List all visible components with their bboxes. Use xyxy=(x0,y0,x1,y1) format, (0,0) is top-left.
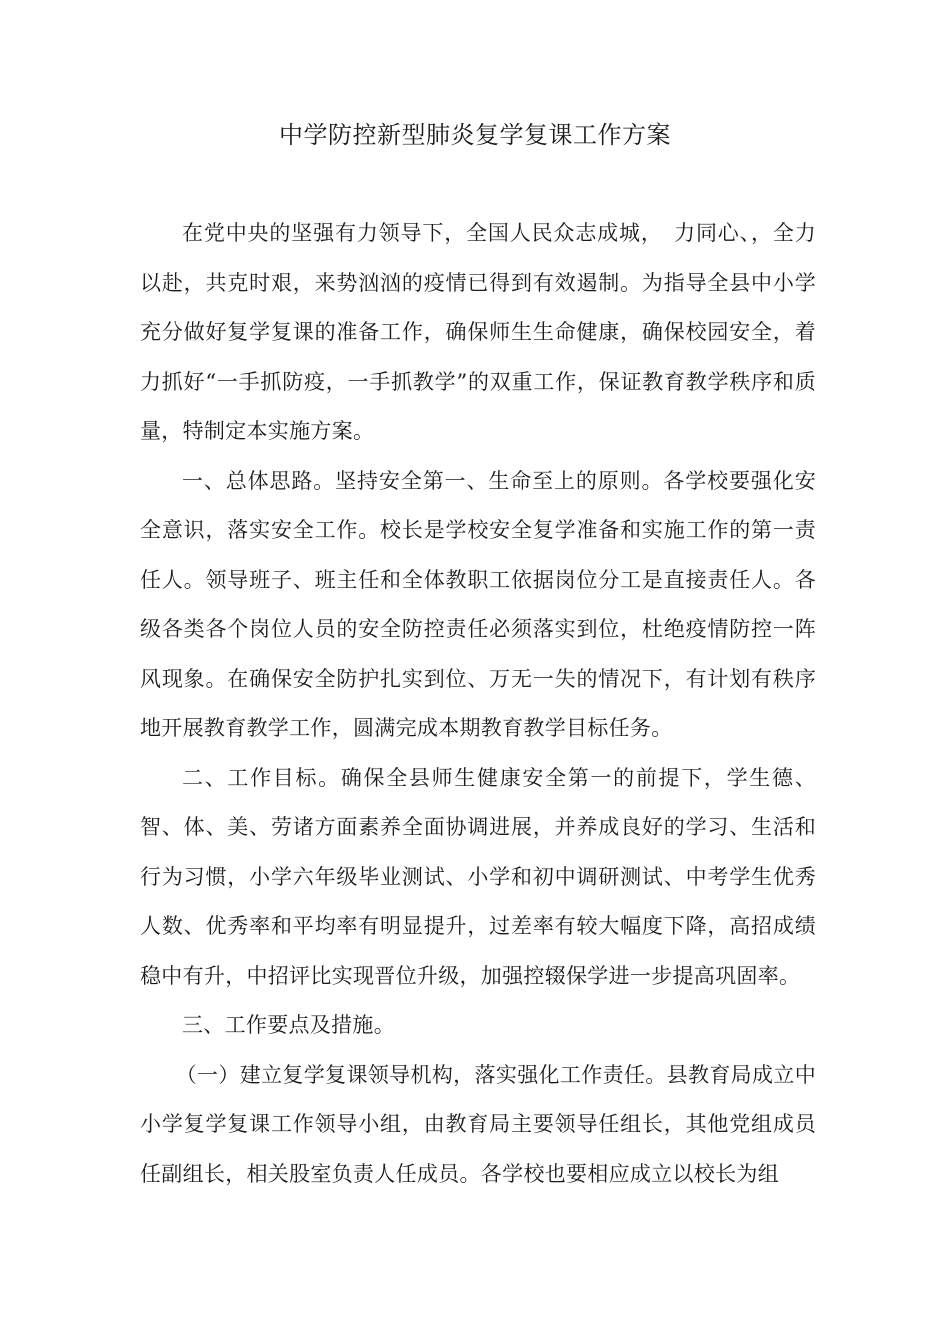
document-body xyxy=(140,209,816,1199)
section-3-heading: 三、工作要点及措施。 xyxy=(182,1013,395,1037)
intro-paragraph: 在党中央的坚强有力领导下，全国人民众志成城， 力同心、，全力以赴，共克时艰，来势汹汹的疫情已得到有效遏制。为指导全县中小学充分做好复学复课的准备工作，确保师生生命健康，确保校园安全，着力抓好“一手抓防疫，一手抓教学”的双重工作，保证教育教学秩序和质量，特制定本实施方案。 xyxy=(140,221,816,443)
document-title: 中学防控新型肺炎复学复课工作方案 xyxy=(279,121,671,149)
subsection-1-paragraph: （一）建立复学复课领导机构，落实强化工作责任。县教育局成立中小学复学复课工作领导小组，由教育局主要领导任组长，其他党组成员任副组长，相关股室负责人任成员。各学校也要相应成立以校长为组 xyxy=(140,1062,816,1186)
section-1-paragraph: 一、总体思路。坚持安全第一、生命至上的原则。各学校要强化安全意识，落实安全工作。校长是学校安全复学准备和实施工作的第一责任人。领导班子、班主任和全体教职工依据岗位分工是直接责任人。各级各类各个岗位人员的安全防控责任必须落实到位，杜绝疫情防控一阵风现象。在确保安全防护扎实到位、万无一失的情况下，有计划有秩序地开展教育教学工作，圆满完成本期教育教学目标任务。 xyxy=(140,468,816,740)
section-2-paragraph: 二、工作目标。确保全县师生健康安全第一的前提下，学生德、智、体、美、劳诸方面素养全面协调进展，并养成良好的学习、生活和行为习惯，小学六年级毕业测试、小学和初中调研测试、中考学生优秀人数、优秀率和平均率有明显提升，过差率有较大幅度下降，高招成绩稳中有升，中招评比实现晋位升级，加强控辍保学进一步提高巩固率。 xyxy=(140,765,816,988)
